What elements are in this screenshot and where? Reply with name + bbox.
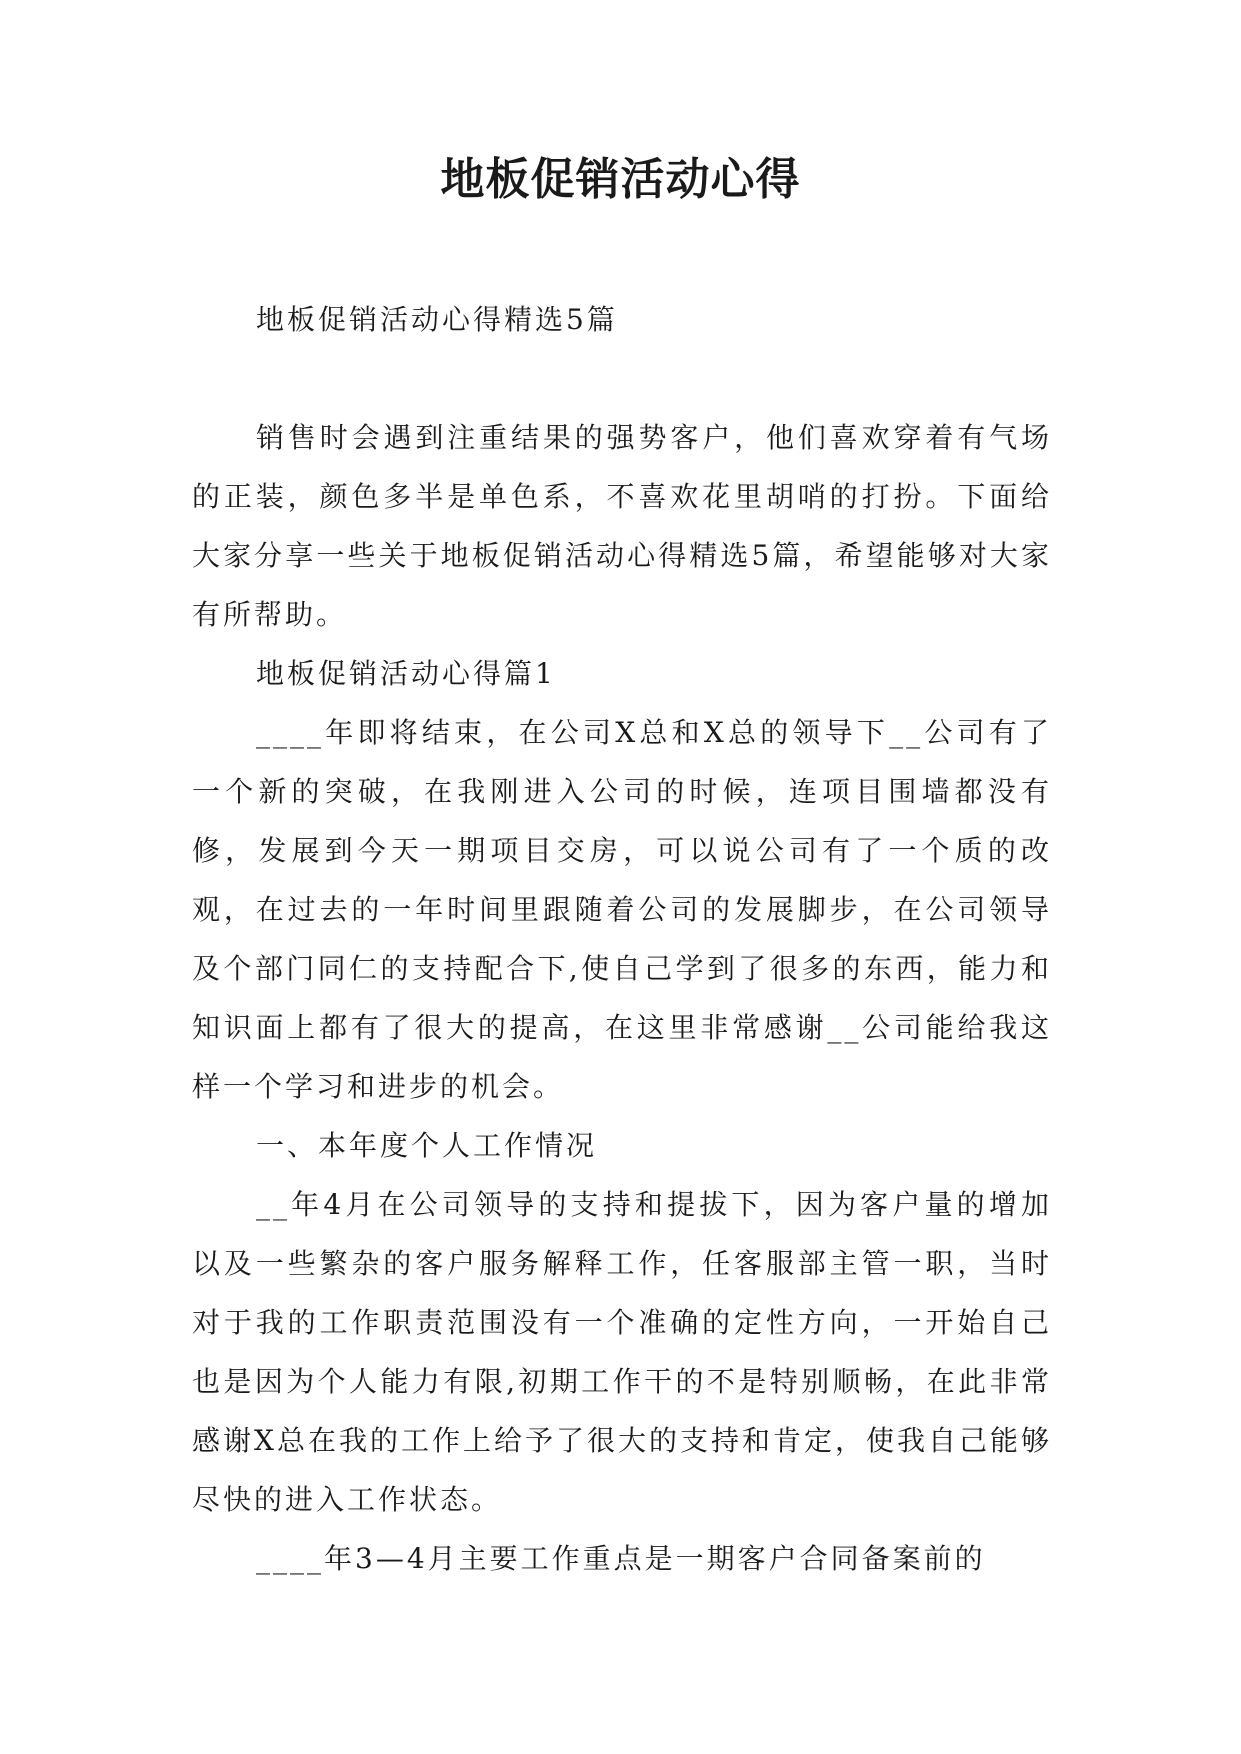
document-subtitle: 地板促销活动心得精选5篇 <box>256 303 618 336</box>
paragraph-year-summary: ____年即将结束，在公司X总和X总的领导下__公司有了一个新的突破，在我刚进入公司的时候，连项目围墙都没有修，发展到今天一期项目交房，可以说公司有了一个质的改观，在过去的一年时间里跟随着公司的发展脚步，在公司领导及个部门同仁的支持配合下,使自己学到了很多的东西，能力和知识面上都有了很大的提高，在这里非常感谢__公司能给我这样一个学习和进步的机会。 <box>192 716 1052 1103</box>
document-title: 地板促销活动心得 <box>440 154 801 205</box>
paragraph-april-promotion: __年4月在公司领导的支持和提拔下，因为客户量的增加以及一些繁杂的客户服务解释工作，任客服部主管一职，当时对于我的工作职责范围没有一个准确的定性方向，一开始自己也是因为个人能力有限,初期工作干的不是特别顺畅，在此非常感谢X总在我的工作上给予了很大的支持和肯定，使我自己能够尽快的进入工作状态。 <box>192 1188 1052 1516</box>
section-heading-work-status: 一、本年度个人工作情况 <box>256 1129 598 1162</box>
document-body <box>192 290 1052 1588</box>
paragraph-march-april-focus: ____年3—4月主要工作重点是一期客户合同备案前的 <box>256 1542 986 1575</box>
section-heading-part1: 地板促销活动心得篇1 <box>256 657 556 690</box>
paragraph-intro: 销售时会遇到注重结果的强势客户，他们喜欢穿着有气场的正装，颜色多半是单色系，不喜欢花里胡哨的打扮。下面给大家分享一些关于地板促销活动心得精选5篇，希望能够对大家有所帮助。 <box>192 421 1052 631</box>
